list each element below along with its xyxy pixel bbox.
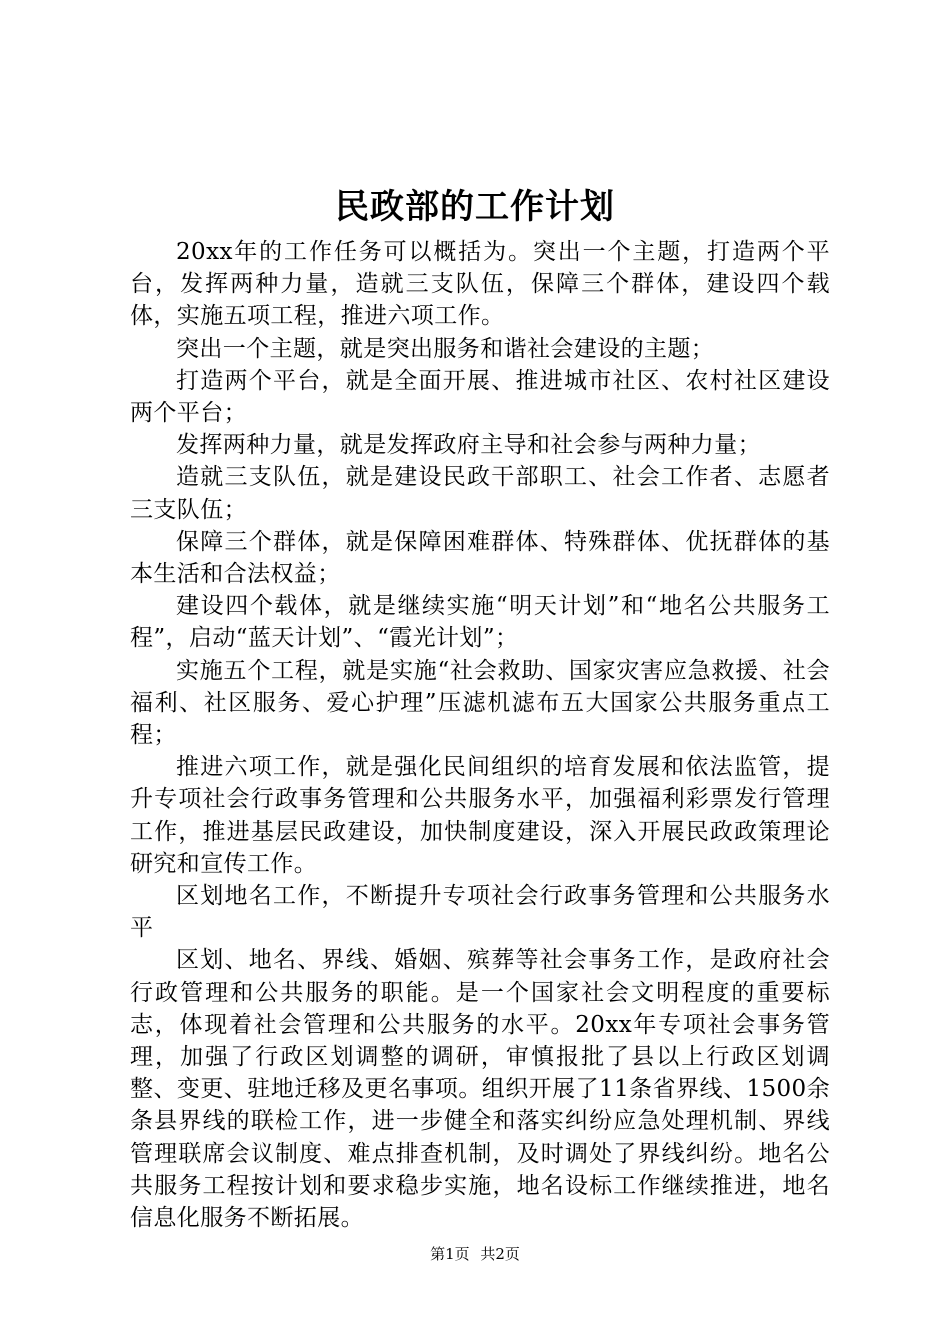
section-heading-paragraph: 区划地名工作，不断提升专项社会行政事务管理和公共服务水平 xyxy=(130,883,830,942)
document-body xyxy=(130,236,830,1234)
paragraph: 造就三支队伍，就是建设民政干部职工、社会工作者、志愿者三支队伍； xyxy=(130,464,830,523)
document-title: 民政部的工作计划 xyxy=(335,187,615,227)
paragraph: 发挥两种力量，就是发挥政府主导和社会参与两种力量； xyxy=(176,432,761,459)
paragraph: 建设四个载体，就是继续实施“明天计划”和“地名公共服务工程”，启动“蓝天计划”、“霞光计划”； xyxy=(130,593,830,652)
page-number: 第1页 xyxy=(430,1245,470,1263)
paragraph: 实施五个工程，就是实施“社会救助、国家灾害应急救援、社会福利、社区服务、爱心护理”压滤机滤布五大国家公共服务重点工程； xyxy=(130,657,830,749)
paragraph: 突出一个主题，就是突出服务和谐社会建设的主题； xyxy=(176,335,715,362)
paragraph: 保障三个群体，就是保障困难群体、特殊群体、优抚群体的基本生活和合法权益； xyxy=(130,528,830,588)
paragraph: 打造两个平台，就是全面开展、推进城市社区、农村社区建设两个平台； xyxy=(130,367,830,427)
page-footer xyxy=(0,1244,950,1264)
paragraph: 推进六项工作，就是强化民间组织的培育发展和依法监管，提升专项社会行政事务管理和公共服务水平，加强福利彩票发行管理工作，推进基层民政建设，加快制度建设，深入开展民政政策理论研究和宣传工作。 xyxy=(130,754,830,877)
paragraph: 20xx年的工作任务可以概括为。突出一个主题，打造两个平台，发挥两种力量，造就三支队伍，保障三个群体，建设四个载体，实施五项工程，推进六项工作。 xyxy=(130,239,830,330)
page-total: 共2页 xyxy=(480,1245,520,1263)
paragraph: 区划、地名、界线、婚姻、殡葬等社会事务工作，是政府社会行政管理和公共服务的职能。是一个国家社会文明程度的重要标志，体现着社会管理和公共服务的水平。20xx年专项社会事务管理，加强了行政区划调整的调研，审慎报批了县以上行政区划调整、变更、驻地迁移及更名事项。组织开展了11条省界线、1500余条县界线的联检工作，进一步健全和落实纠纷应急处理机制、界线管理联席会议制度、难点排查机制，及时调处了界线纠纷。地名公共服务工程按计划和要求稳步实施，地名设标工作继续推进，地名信息化服务不断拓展。 xyxy=(130,947,830,1232)
